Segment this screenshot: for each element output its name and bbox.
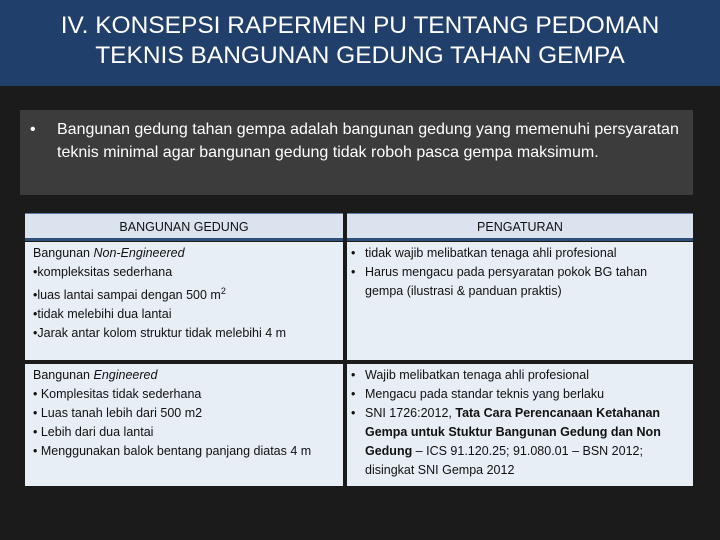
row1-item-area-text: •luas lantai sampai dengan 500 m <box>33 288 221 303</box>
sni-title: Tata Cara Perencanaan Ketahanan Gempa untuk Stuktur Bangunan Gedung dan Non Gedung <box>365 406 661 458</box>
row1-item: •tidak melebihi dua lantai <box>33 307 172 322</box>
row1-title-em: Non-Engineered <box>93 246 185 260</box>
row1-item-area <box>33 282 335 305</box>
definition-box <box>20 110 693 195</box>
sni-suffix: – ICS 91.120.25; 91.080.01 – BSN 2012; disingkat SNI Gempa 2012 <box>365 444 643 477</box>
row2-title <box>33 366 335 385</box>
row2-item: • Komplesitas tidak sederhana <box>33 387 202 401</box>
header-bangunan-gedung: BANGUNAN GEDUNG <box>25 213 343 241</box>
row2-rule: • Mengacu pada standar teknis yang berlaku <box>351 385 685 404</box>
slide-title-line-1: IV. KONSEPSI RAPERMEN PU TENTANG PEDOMAN <box>60 12 660 39</box>
row2-rule-sni <box>351 404 685 480</box>
row1-title <box>33 244 335 263</box>
sni-prefix: SNI 1726:2012, <box>365 406 456 420</box>
row2-right-cell <box>347 364 693 486</box>
slide-title-line-2: TEKNIS BANGUNAN GEDUNG TAHAN GEMPA <box>95 42 625 69</box>
bullet-icon: • <box>30 121 36 138</box>
row2-item: • Luas tanah lebih dari 500 m2 <box>33 406 203 420</box>
row2-title-em: Engineered <box>93 368 158 382</box>
definition-text: Bangunan gedung tahan gempa adalah bangunan gedung yang memenuhi persyaratan teknis minimal agar bangunan gedung tidak roboh pasca gempa maksimum. <box>57 121 679 161</box>
row1-title-prefix: Bangunan <box>33 246 94 260</box>
row1-rule: • tidak wajib melibatkan tenaga ahli profesional <box>351 244 685 263</box>
row1-right-cell <box>347 242 693 360</box>
row1-left-cell <box>25 242 343 360</box>
row1-rule: • Harus mengacu pada persyaratan pokok BG tahan gempa (ilustrasi & panduan praktis) <box>351 263 685 301</box>
regulation-table <box>25 213 693 486</box>
row1-item: •kompleksitas sederhana <box>33 265 173 279</box>
row1-item: •Jarak antar kolom struktur tidak melebihi 4 m <box>33 326 287 341</box>
row2-title-prefix: Bangunan <box>33 368 94 382</box>
row1-superscript: 2 <box>220 286 226 296</box>
row2-rule: • Wajib melibatkan tenaga ahli profesional <box>351 366 685 385</box>
header-pengaturan: PENGATURAN <box>347 213 693 241</box>
row2-left-cell <box>25 364 343 486</box>
slide-title <box>0 0 720 86</box>
row2-item: • Lebih dari dua lantai <box>33 425 154 439</box>
row2-item: • Menggunakan balok bentang panjang diatas 4 m <box>33 444 312 458</box>
